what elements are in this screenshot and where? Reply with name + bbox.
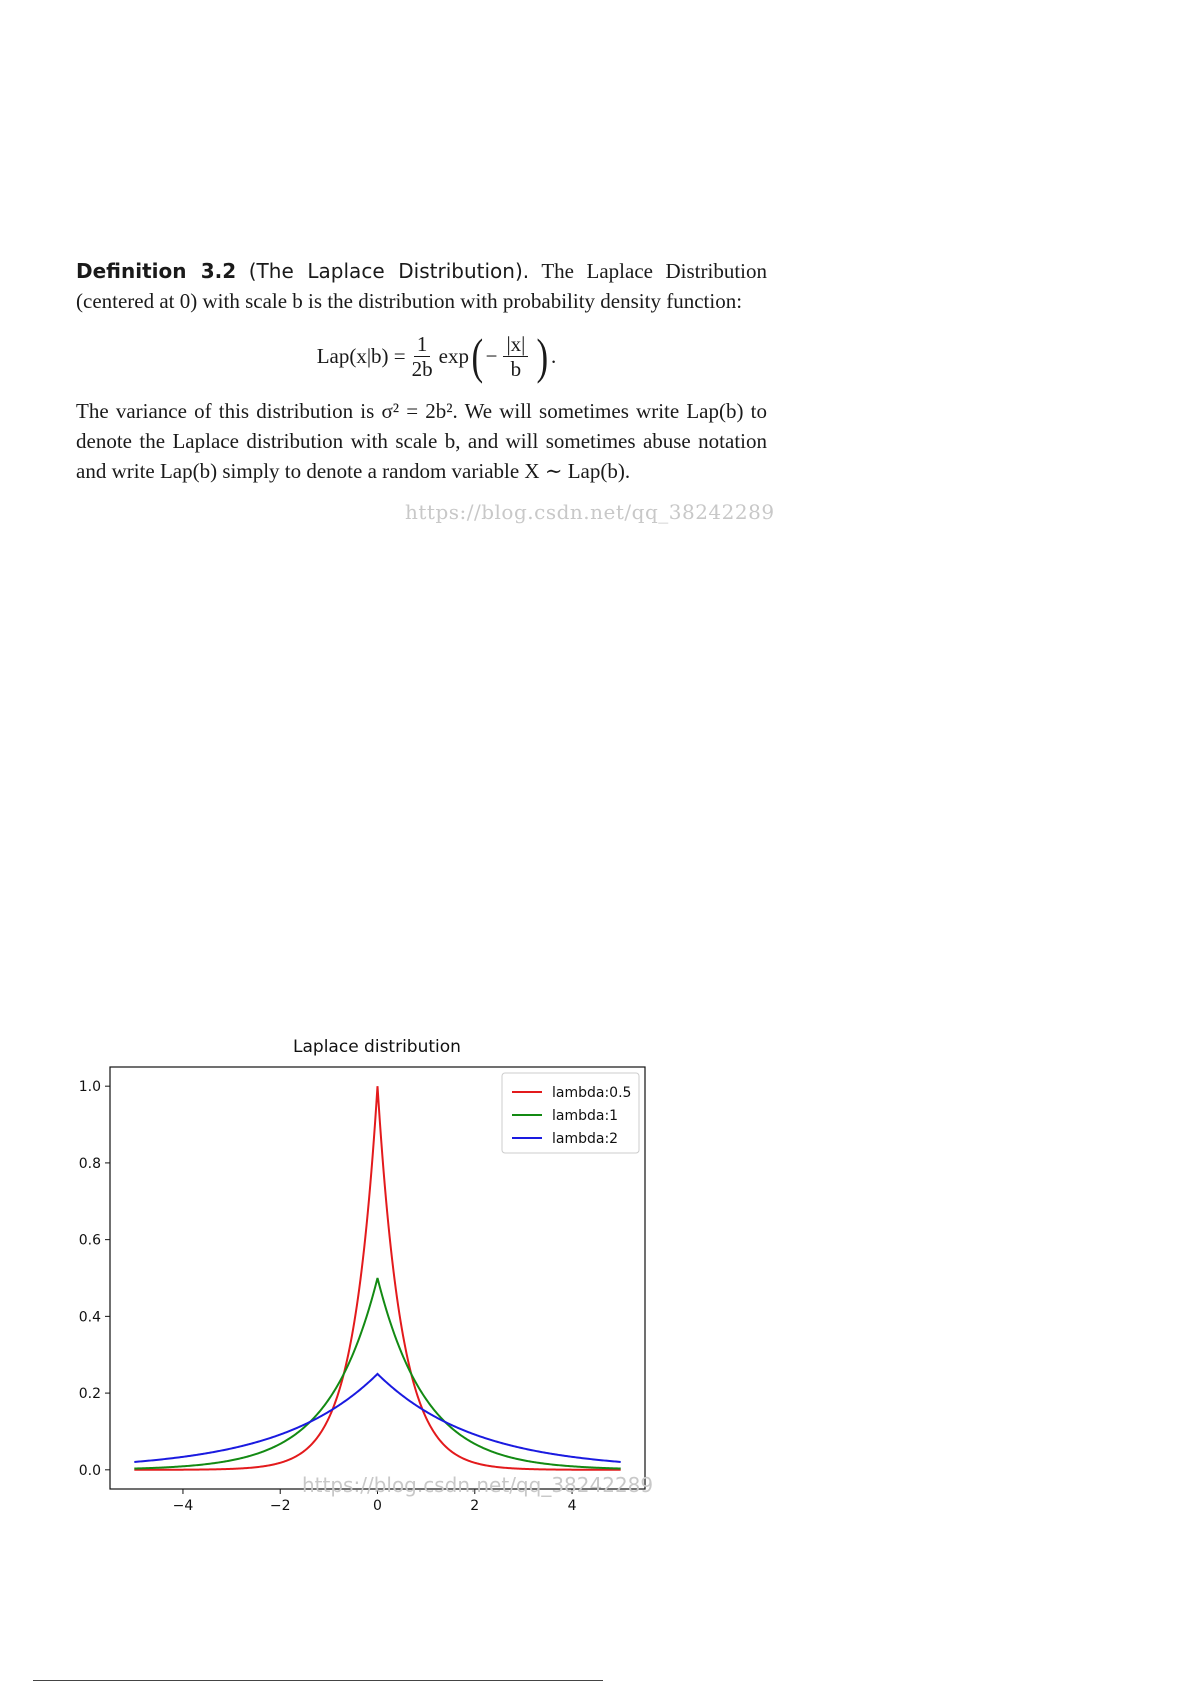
y-tick-label: 1.0 — [78, 1079, 101, 1096]
y-tick-label: 0.8 — [78, 1155, 101, 1172]
definition-paragraph — [76, 256, 767, 316]
x-tick-label: −2 — [269, 1498, 291, 1514]
legend-label: lambda:1 — [552, 1108, 619, 1124]
formula-inner-fraction — [503, 332, 528, 381]
formula-minus: − — [485, 344, 498, 368]
definition-intro: The Laplace Distribution (centered at 0) with scale b is the distribution with probability density function: — [76, 259, 768, 313]
chart-legend — [502, 1073, 639, 1153]
legend-label: lambda:2 — [552, 1131, 619, 1147]
laplace-formula — [106, 316, 767, 396]
y-tick-label: 0.6 — [78, 1232, 101, 1249]
y-tick-label: 0.4 — [78, 1309, 101, 1326]
definition-block — [76, 256, 767, 486]
y-tick-label: 0.2 — [78, 1386, 101, 1403]
formula-fraction — [412, 332, 433, 381]
formula-period: . — [551, 344, 557, 368]
formula-inner-numerator: |x| — [503, 332, 528, 357]
definition-label: Definition 3.2 — [76, 259, 237, 283]
formula-inner-denominator: b — [510, 356, 522, 381]
chart-title: Laplace distribution — [293, 1037, 461, 1057]
chart-svg — [0, 1025, 700, 1525]
bottom-rule — [33, 1680, 603, 1681]
formula-denominator: 2b — [411, 356, 433, 381]
formula-exp: exp — [438, 344, 469, 368]
watermark-chart: https://blog.csdn.net/qq_38242289 — [302, 1473, 654, 1497]
y-tick-label: 0.0 — [78, 1462, 101, 1479]
legend-label: lambda:0.5 — [552, 1085, 632, 1101]
formula-left-paren: ( — [471, 328, 484, 384]
x-tick-label: 2 — [470, 1498, 480, 1514]
x-tick-label: −4 — [172, 1498, 194, 1514]
laplace-chart — [0, 1025, 700, 1525]
x-tick-label: 4 — [567, 1498, 577, 1514]
definition-body: The variance of this distribution is σ² = 2b². We will sometimes write Lap(b) to denote the Laplace distribution with scale b, and will sometimes abuse notation and write Lap(b) simply to denote a random variable X ∼ Lap(b). — [76, 399, 767, 483]
formula-lhs: Lap(x|b) = — [316, 344, 406, 368]
formula-numerator: 1 — [414, 332, 431, 357]
formula-right-paren: ) — [536, 328, 549, 384]
x-tick-label: 0 — [373, 1498, 382, 1514]
definition-title: (The Laplace Distribution). — [248, 259, 530, 283]
series-line-lambda-2 — [134, 1374, 620, 1462]
watermark-top: https://blog.csdn.net/qq_38242289 — [405, 500, 775, 524]
